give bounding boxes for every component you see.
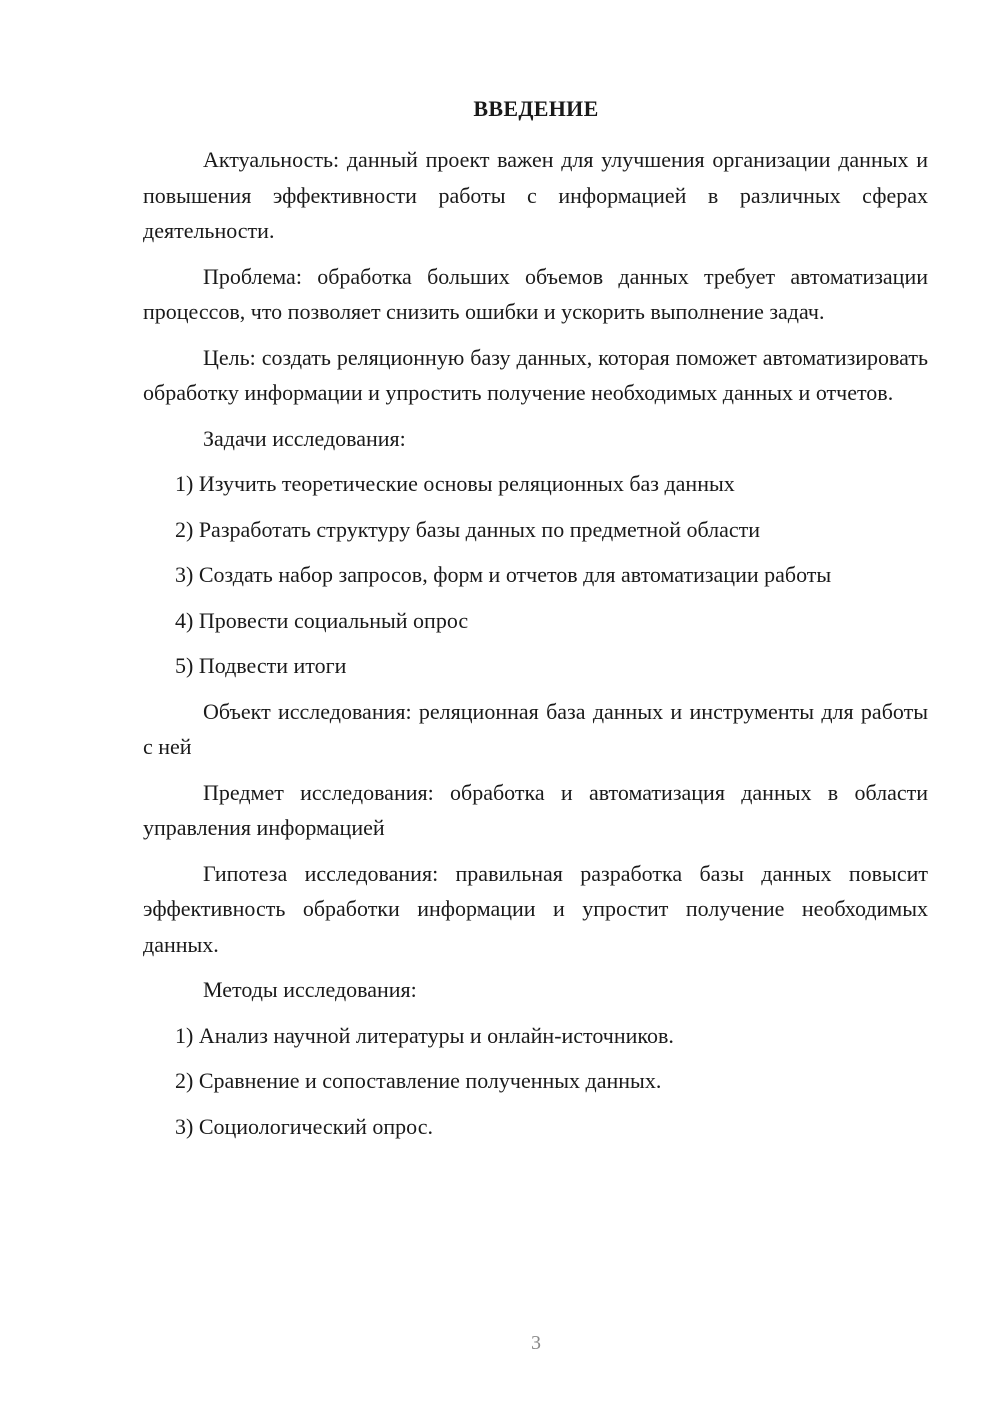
document-body (143, 142, 928, 1154)
method-item: 2) Сравнение и сопоставление полученных данных. (175, 1068, 662, 1093)
task-item: 4) Провести социальный опрос (175, 607, 469, 633)
task-item: 5) Подвести итоги (175, 653, 347, 678)
tasks-heading: Задачи исследования: (203, 425, 406, 451)
page-title: ВВЕДЕНИЕ (473, 96, 599, 121)
relevance-paragraph: Актуальность: данный проект важен для улучшения организации данных и повышения эффективности работы с информацией в различных сферах деятельности. (143, 147, 928, 243)
hypothesis-paragraph: Гипотеза исследования: правильная разработка базы данных повысит эффективность обработки информации и упростит получение необходимых данных. (143, 860, 928, 957)
goal-paragraph: Цель: создать реляционную базу данных, которая поможет автоматизировать обработку информации и упростить получение необходимых данных и отчетов. (143, 344, 928, 405)
subject-paragraph: Предмет исследования: обработка и автоматизация данных в области управления информацией (143, 779, 928, 840)
method-item: 3) Социологический опрос. (175, 1113, 433, 1139)
object-paragraph: Объект исследования: реляционная база данных и инструменты для работы с ней (143, 698, 928, 759)
methods-heading: Методы исследования: (203, 977, 417, 1002)
method-item: 1) Анализ научной литературы и онлайн-источников. (175, 1022, 674, 1048)
page-number: 3 (531, 1332, 541, 1354)
task-item: 1) Изучить теоретические основы реляционных баз данных (175, 471, 735, 496)
problem-paragraph: Проблема: обработка больших объемов данных требует автоматизации процессов, что позволяет снизить ошибки и ускорить выполнение задач. (143, 263, 928, 324)
task-item: 3) Создать набор запросов, форм и отчетов для автоматизации работы (175, 562, 832, 587)
task-item: 2) Разработать структуру базы данных по предметной области (175, 516, 761, 542)
